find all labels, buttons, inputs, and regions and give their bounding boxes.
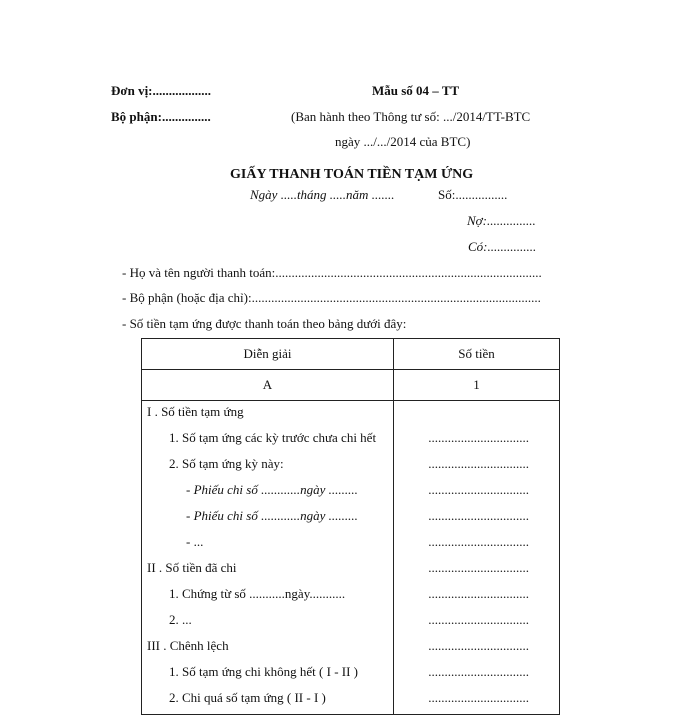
date-line: Ngày .....tháng .....năm ....... <box>250 187 395 202</box>
payer-name-field: - Họ và tên người thanh toán:.................................................................................. <box>122 265 542 280</box>
amount-10: ............................... <box>428 664 529 679</box>
subheader-1: 1 <box>394 370 560 401</box>
overspent-advance: 2. Chi quá số tạm ứng ( II - I ) <box>169 690 326 705</box>
current-advance: 2. Số tạm ứng kỳ này: <box>169 456 284 471</box>
header-amount: Số tiền <box>394 339 560 370</box>
amount-column <box>394 401 560 715</box>
table-body-row <box>142 401 560 715</box>
amount-9: ............................... <box>428 638 529 653</box>
payment-voucher-2: - Phiếu chi số ............ngày ......... <box>186 508 358 523</box>
section-spent: II . Số tiền đã chi <box>147 560 237 575</box>
section-difference: III . Chênh lệch <box>147 638 229 653</box>
section-advance: I . Số tiền tạm ứng <box>147 404 244 419</box>
amount-2: ............................... <box>428 456 529 471</box>
document-number: Số:................ <box>438 187 508 202</box>
don-vi-label: Đơn vị:.................. <box>111 83 212 98</box>
bo-phan-label: Bộ phận:............... <box>111 109 211 124</box>
debit-account: Nợ:............... <box>467 213 536 228</box>
amount-6: ............................... <box>428 560 529 575</box>
description-column <box>142 401 394 715</box>
amount-intro: - Số tiền tạm ứng được thanh toán theo bảng dưới đây: <box>122 316 407 331</box>
table-header-row <box>142 339 560 370</box>
table-subheader-row <box>142 370 560 401</box>
amount-0 <box>394 402 559 428</box>
document-title: GIẤY THANH TOÁN TIỀN TẠM ỨNG <box>230 167 474 182</box>
settlement-table <box>141 338 560 715</box>
payment-voucher-1: - Phiếu chi số ............ngày ......... <box>186 482 358 497</box>
subheader-a: A <box>142 370 394 401</box>
amount-8: ............................... <box>428 612 529 627</box>
form-number: Mẫu số 04 – TT <box>372 83 460 98</box>
amount-3: ............................... <box>428 482 529 497</box>
amount-7: ............................... <box>428 586 529 601</box>
issuance-date: ngày .../.../2014 của BTC) <box>335 134 471 149</box>
amount-11: ............................... <box>428 690 529 705</box>
header-description: Diễn giải <box>142 339 394 370</box>
spent-document: 1. Chứng từ số ...........ngày........... <box>169 586 346 601</box>
amount-5: ............................... <box>428 534 529 549</box>
department-field: - Bộ phận (hoặc địa chỉ):......................................................................................... <box>122 290 541 305</box>
voucher-more: - ... <box>186 534 204 549</box>
amount-4: ............................... <box>428 508 529 523</box>
unspent-advance: 1. Số tạm ứng chi không hết ( I - II ) <box>169 664 359 679</box>
credit-account: Có:............... <box>468 239 537 254</box>
prior-advance: 1. Số tạm ứng các kỳ trước chưa chi hết <box>169 430 377 445</box>
issuance-note: (Ban hành theo Thông tư số: .../2014/TT-BTC <box>291 109 531 124</box>
spent-more: 2. ... <box>169 612 192 627</box>
amount-1: ............................... <box>428 430 529 445</box>
